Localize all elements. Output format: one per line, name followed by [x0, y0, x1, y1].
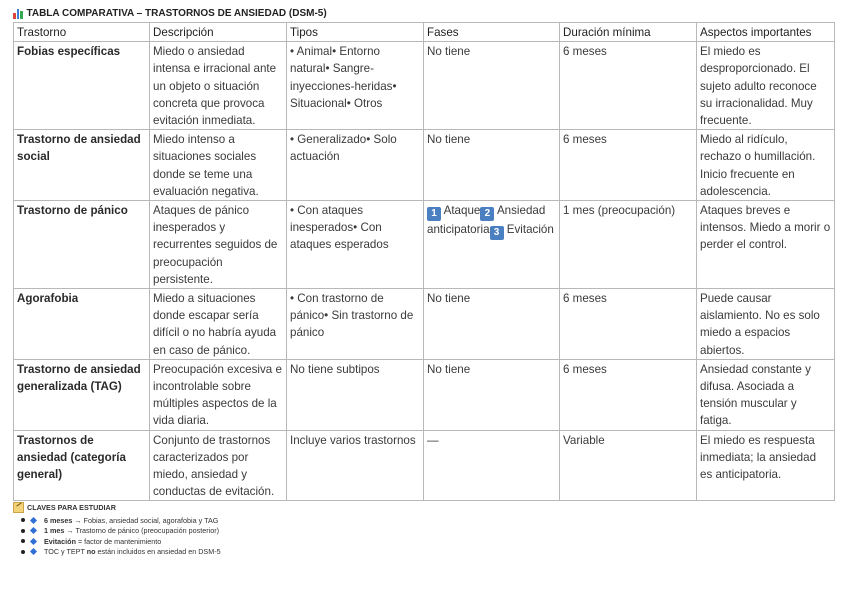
memo-icon	[13, 502, 24, 513]
cell-trastorno: Trastornos de ansiedad (categoría general)	[14, 430, 150, 501]
cell-fases: No tiene	[424, 359, 560, 430]
cell-duracion: 6 meses	[560, 130, 697, 201]
diamond-icon	[30, 517, 37, 524]
bullet-icon	[21, 539, 25, 543]
list-item	[21, 547, 221, 558]
comparison-table	[13, 22, 835, 501]
column-header: Descripción	[150, 23, 287, 42]
table-row	[14, 42, 835, 130]
bar-chart-icon	[13, 9, 23, 19]
list-item	[21, 526, 221, 537]
table-row	[14, 201, 835, 289]
cell-tipos: Incluye varios trastornos	[287, 430, 424, 501]
cell-aspectos: Miedo al ridículo, rechazo o humillación. Inicio frecuente en adolescencia.	[697, 130, 835, 201]
cell-duracion: 6 meses	[560, 359, 697, 430]
cell-duracion: Variable	[560, 430, 697, 501]
column-header: Fases	[424, 23, 560, 42]
cell-duracion: 6 meses	[560, 289, 697, 360]
diamond-icon	[30, 527, 37, 534]
step-3-label: Evitación	[506, 223, 554, 237]
key-text: → Fobias, ansiedad social, agorafobia y TAG	[72, 515, 219, 525]
list-item	[21, 536, 221, 547]
cell-fases: No tiene	[424, 130, 560, 201]
study-keys-list	[13, 515, 221, 557]
key-term: 6 meses	[44, 515, 73, 525]
cell-descripcion: Ataques de pánico inesperados y recurrentes seguidos de preocupación persistente.	[150, 201, 287, 289]
key-term: Evitación	[44, 536, 76, 546]
cell-fases: No tiene	[424, 42, 560, 130]
cell-tipos: • Generalizado• Solo actuación	[287, 130, 424, 201]
cell-trastorno: Agorafobia	[14, 289, 150, 360]
cell-aspectos: El miedo es desproporcionado. El sujeto adulto reconoce su irracionalidad. Muy frecuente.	[697, 42, 835, 130]
cell-descripcion: Preocupación excesiva e incontrolable sobre múltiples aspectos de la vida diaria.	[150, 359, 287, 430]
cell-tipos: • Con trastorno de pánico• Sin trastorno de pánico	[287, 289, 424, 360]
table-row	[14, 289, 835, 360]
cell-trastorno: Trastorno de ansiedad social	[14, 130, 150, 201]
cell-descripcion: Miedo a situaciones donde escapar sería difícil o no habría ayuda en caso de pánico.	[150, 289, 287, 360]
cell-tipos: • Animal• Entorno natural• Sangre-inyecciones-heridas• Situacional• Otros	[287, 42, 424, 130]
step-1-label: Ataque	[443, 204, 481, 218]
step-3-badge: 3	[490, 226, 504, 240]
column-header: Duración mínima	[560, 23, 697, 42]
table-row	[14, 130, 835, 201]
cell-trastorno: Trastorno de pánico	[14, 201, 150, 289]
study-keys-title	[13, 502, 221, 513]
cell-tipos: • Con ataques inesperados• Con ataques esperados	[287, 201, 424, 289]
table-row	[14, 359, 835, 430]
cell-fases: No tiene	[424, 289, 560, 360]
step-1-badge: 1	[427, 207, 441, 221]
step-2-label: Ansiedad anticipatoria	[427, 204, 546, 237]
column-header: Tipos	[287, 23, 424, 42]
key-text: → Trastorno de pánico (preocupación posterior)	[64, 526, 220, 536]
cell-descripcion: Conjunto de trastornos caracterizados por miedo, ansiedad y conductas de evitación.	[150, 430, 287, 501]
cell-trastorno: Trastorno de ansiedad generalizada (TAG)	[14, 359, 150, 430]
key-term: no	[86, 547, 96, 557]
cell-aspectos: Ansiedad constante y difusa. Asociada a tensión muscular y fatiga.	[697, 359, 835, 430]
key-text-pre: TOC y TEPT	[44, 547, 87, 557]
study-keys-title-text: CLAVES PARA ESTUDIAR	[27, 503, 116, 512]
column-header: Trastorno	[14, 23, 150, 42]
page-title	[13, 8, 327, 19]
cell-fases	[424, 201, 560, 289]
cell-tipos: No tiene subtipos	[287, 359, 424, 430]
diamond-icon	[30, 548, 37, 555]
cell-duracion: 1 mes (preocupación)	[560, 201, 697, 289]
cell-aspectos: Puede causar aislamiento. No es solo miedo a espacios abiertos.	[697, 289, 835, 360]
cell-aspectos: El miedo es respuesta inmediata; la ansiedad es anticipatoria.	[697, 430, 835, 501]
key-text: = factor de mantenimiento	[75, 536, 162, 546]
diamond-icon	[30, 538, 37, 545]
list-item	[21, 515, 221, 526]
cell-fases: —	[424, 430, 560, 501]
key-text: están incluidos en ansiedad en DSM-5	[95, 547, 221, 557]
table-header-row	[14, 23, 835, 42]
column-header: Aspectos importantes	[697, 23, 835, 42]
key-term: 1 mes	[44, 526, 65, 536]
table-row	[14, 430, 835, 501]
cell-descripcion: Miedo o ansiedad intensa e irracional ante un objeto o situación concreta que provoca evitación inmediata.	[150, 42, 287, 130]
cell-descripcion: Miedo intenso a situaciones sociales donde se teme una evaluación negativa.	[150, 130, 287, 201]
study-keys	[13, 502, 221, 557]
step-2-badge: 2	[480, 207, 494, 221]
page-title-text: TABLA COMPARATIVA – TRASTORNOS DE ANSIEDAD (DSM-5)	[26, 8, 327, 19]
cell-duracion: 6 meses	[560, 42, 697, 130]
cell-trastorno: Fobias específicas	[14, 42, 150, 130]
bullet-icon	[21, 518, 25, 522]
bullet-icon	[21, 550, 25, 554]
bullet-icon	[21, 529, 25, 533]
cell-aspectos: Ataques breves e intensos. Miedo a morir o perder el control.	[697, 201, 835, 289]
